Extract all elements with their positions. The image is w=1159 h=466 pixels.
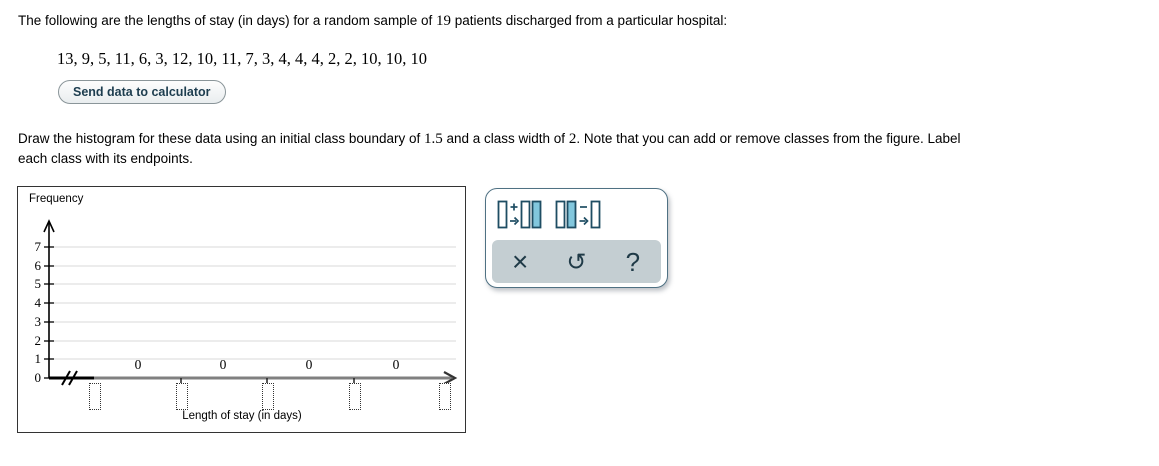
instruction-paragraph bbox=[18, 129, 961, 169]
class-endpoint-input-5[interactable] bbox=[439, 383, 451, 410]
undo-button[interactable] bbox=[556, 242, 596, 282]
intro-text-suffix: patients discharged from a particular hospital: bbox=[450, 13, 728, 28]
chart-axes-graphic bbox=[18, 187, 465, 432]
instruction-line-2: each class with its endpoints. bbox=[18, 151, 193, 166]
palette-action-tray bbox=[492, 240, 661, 283]
gridlines bbox=[49, 247, 456, 359]
clear-button[interactable] bbox=[500, 242, 540, 282]
help-icon: ? bbox=[625, 246, 641, 277]
y-tick-label-7: 7 bbox=[34, 239, 41, 254]
y-tick-label-1: 1 bbox=[34, 351, 41, 366]
send-data-to-calculator-button[interactable] bbox=[58, 80, 226, 104]
initial-boundary-value: 1.5 bbox=[423, 131, 443, 147]
remove-class-icon bbox=[555, 200, 601, 229]
class-frequency-label: 0 bbox=[134, 357, 142, 372]
add-class-icon bbox=[497, 200, 543, 229]
class-width-value: 2 bbox=[568, 131, 577, 147]
problem-intro bbox=[18, 13, 727, 30]
y-tick-label-0: 0 bbox=[34, 370, 41, 385]
add-class-button[interactable] bbox=[497, 200, 543, 229]
histogram-chart-area[interactable] bbox=[17, 186, 466, 433]
instruction-text: and a class width of bbox=[442, 131, 569, 146]
class-endpoint-input-1[interactable] bbox=[89, 383, 101, 410]
y-tick-label-2: 2 bbox=[34, 333, 41, 348]
clear-icon: × bbox=[511, 245, 529, 277]
y-tick-label-6: 6 bbox=[34, 258, 41, 273]
class-frequency-label: 0 bbox=[305, 357, 313, 372]
intro-text-prefix: The following are the lengths of stay (in days) for a random sample of bbox=[18, 13, 436, 28]
y-axis-title: Frequency bbox=[29, 193, 84, 205]
remove-class-button[interactable] bbox=[555, 200, 601, 229]
data-values: 13, 9, 5, 11, 6, 3, 12, 10, 11, 7, 3, 4, 4, 4, 2, 2, 10, 10, 10 bbox=[57, 49, 428, 68]
x-axis-title: Length of stay (in days) bbox=[182, 410, 302, 422]
instruction-text: . Note that you can add or remove classes from the figure. Label bbox=[576, 131, 961, 146]
instruction-text: Draw the histogram for these data using an initial class boundary of bbox=[18, 131, 424, 146]
class-endpoint-input-3[interactable] bbox=[262, 383, 274, 410]
y-tick-label-3: 3 bbox=[34, 314, 41, 329]
histogram-tool-palette bbox=[485, 188, 668, 288]
undo-icon: ↺ bbox=[566, 247, 587, 276]
class-frequency-label: 0 bbox=[392, 357, 400, 372]
y-tick-label-4: 4 bbox=[34, 295, 41, 310]
send-data-button-label: Send data to calculator bbox=[73, 85, 211, 99]
class-endpoint-input-4[interactable] bbox=[349, 383, 361, 410]
help-button[interactable] bbox=[613, 242, 653, 282]
instruction-line-1 bbox=[18, 129, 961, 149]
y-tick-label-5: 5 bbox=[34, 276, 41, 291]
class-frequency-label: 0 bbox=[219, 357, 227, 372]
sample-size-value: 19 bbox=[435, 13, 451, 29]
class-endpoint-input-2[interactable] bbox=[176, 383, 188, 410]
